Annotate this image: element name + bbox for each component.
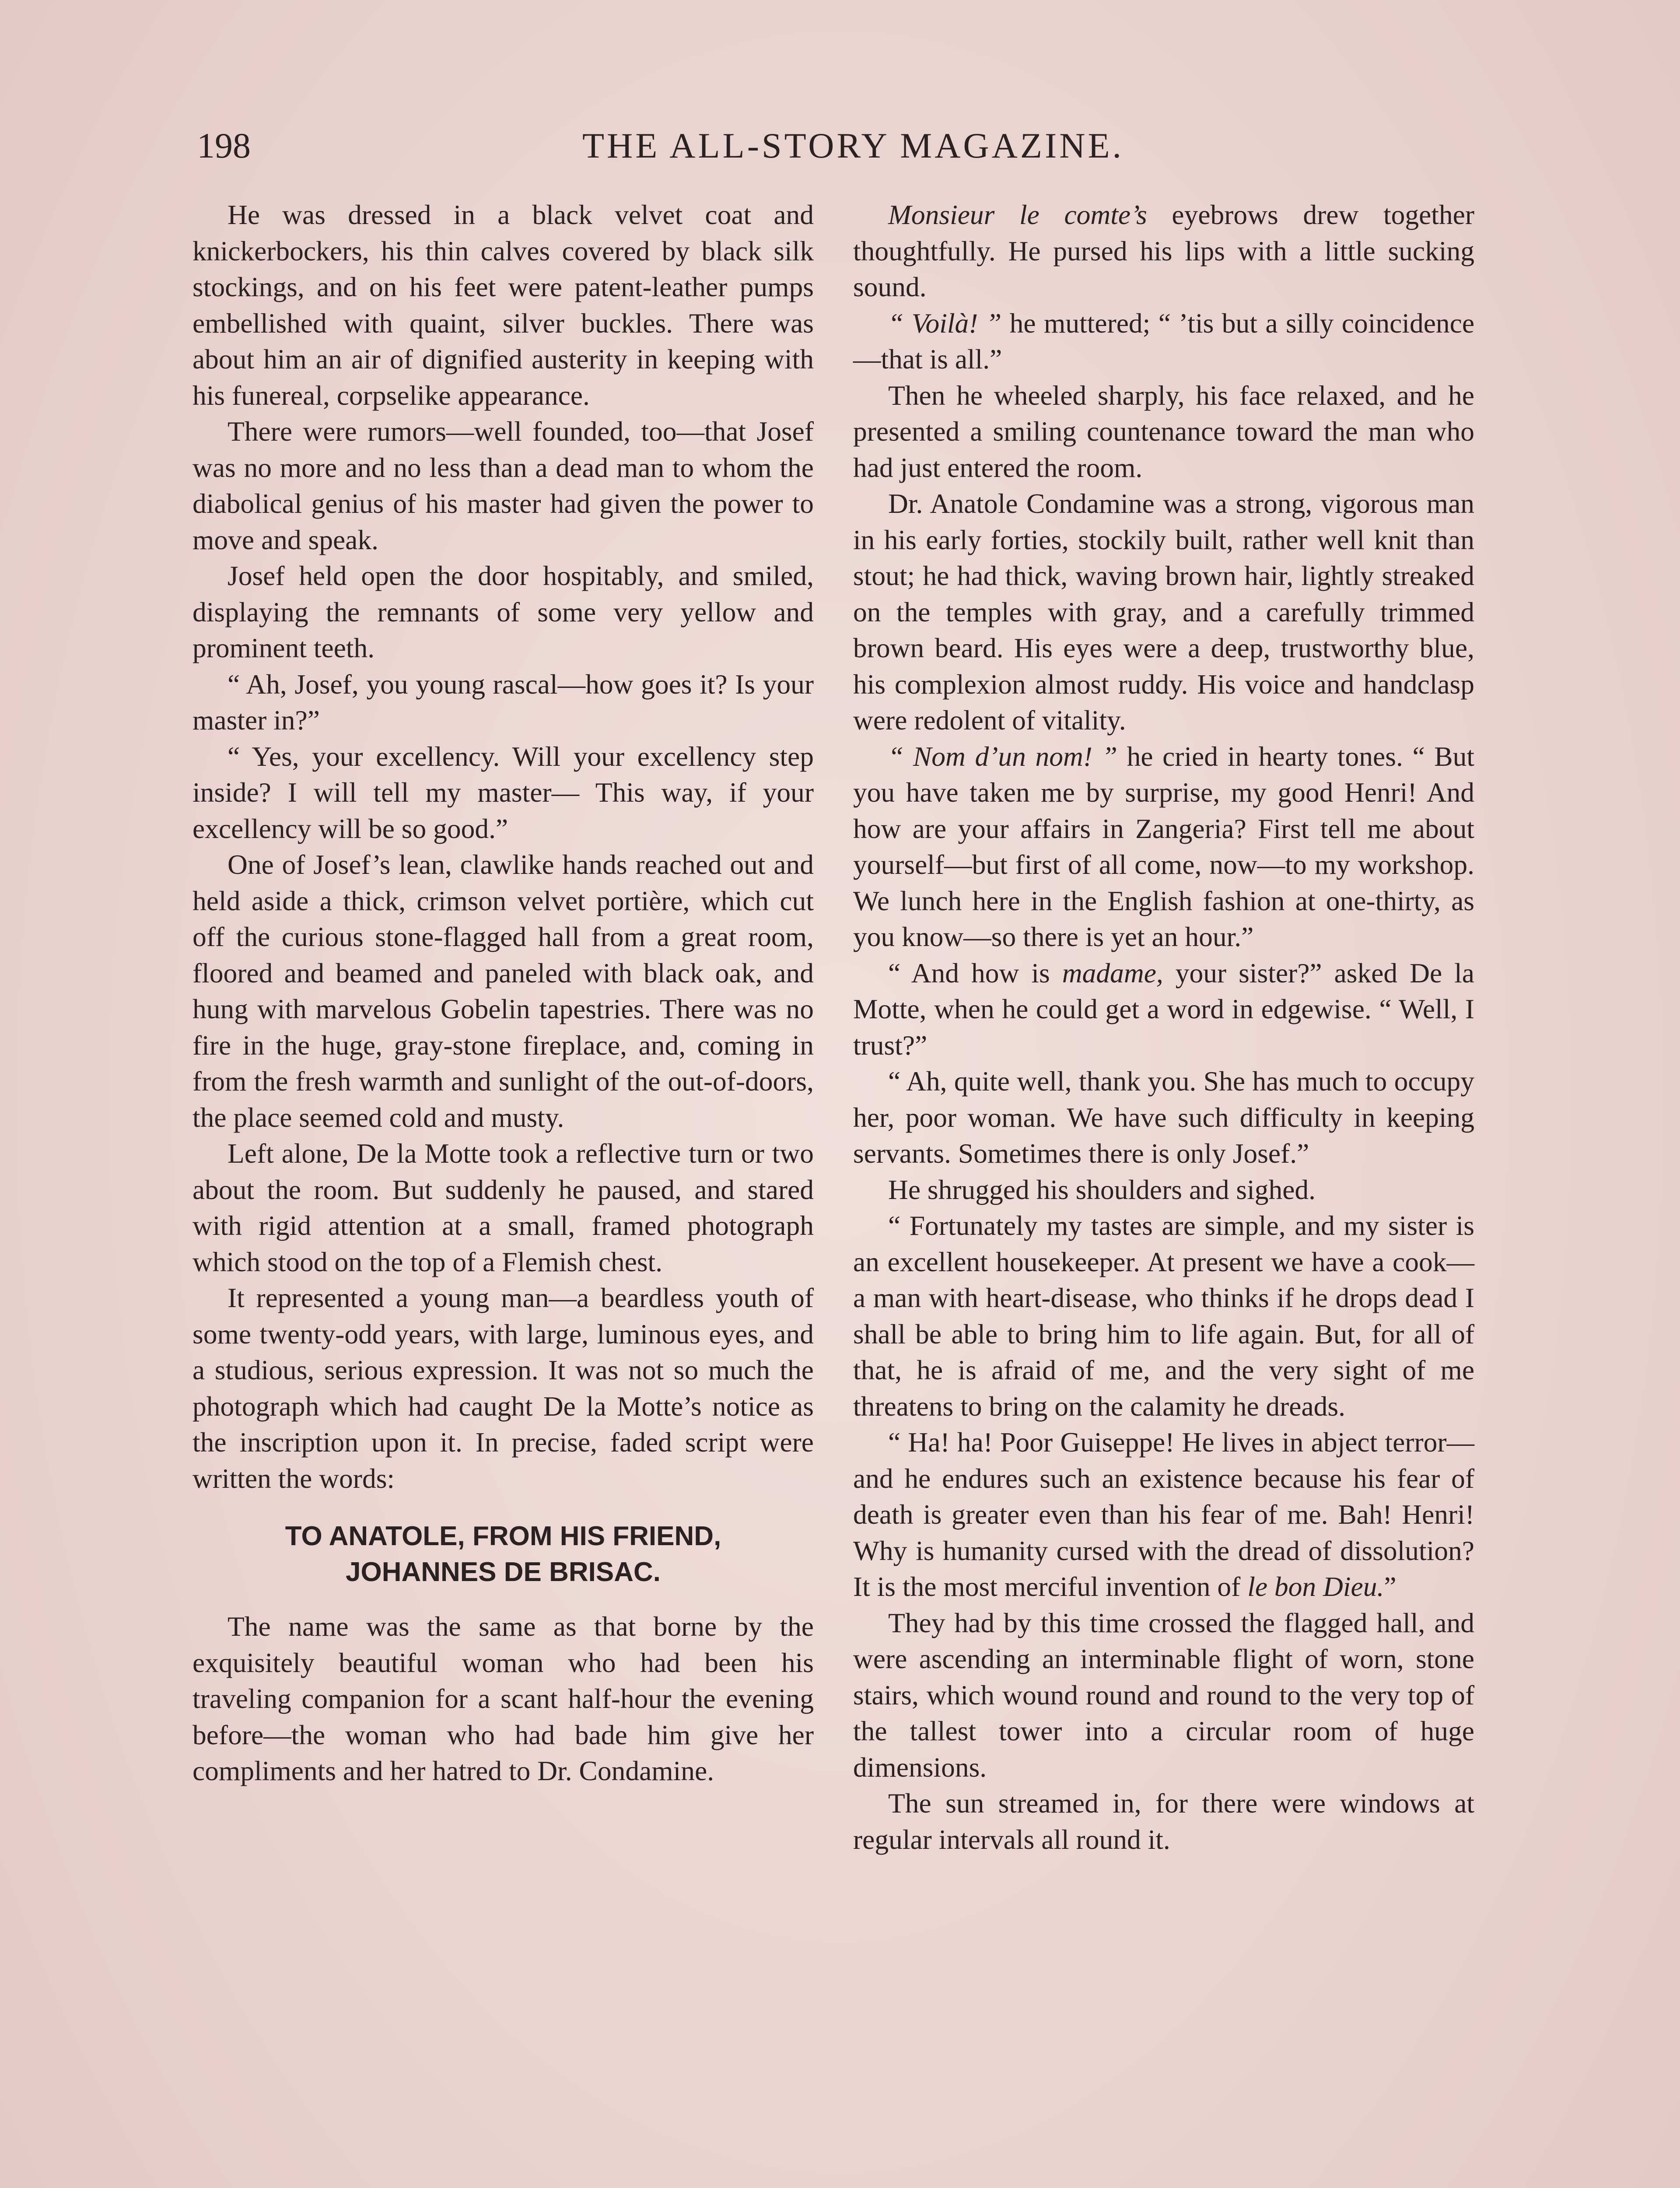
italic-text: le bon Dieu. (1247, 1571, 1384, 1602)
paragraph (853, 305, 1474, 378)
italic-text: madame, (1062, 957, 1163, 989)
paragraph-text: he muttered; “ ’tis but a silly coincidence—that is all.” (853, 307, 1475, 375)
paragraph-text: your sister?” asked De la Motte, when he could get a word in edgewise. “ Well, I trust?” (853, 957, 1474, 1061)
paragraph: They had by this time crossed the flagged hall, and were ascending an interminable flight of worn, stone stairs, which wound round and round to the very top of the tallest tower into a circular room of huge dimensions. (853, 1607, 1474, 1783)
paragraph: Left alone, De la Motte took a reflective turn or two about the room. But suddenly he paused, and stared with rigid attention at a small, framed photograph which stood on the top of a Flemish chest. (192, 1138, 814, 1277)
paragraph: He shrugged his shoulders and sighed. (888, 1174, 1316, 1205)
paragraph: The sun streamed in, for there were windows at regular intervals all round it. (853, 1788, 1474, 1855)
paragraph: It represented a young man—a beardless youth of some twenty-odd years, with large, luminous eyes, and a studious, serious expression. It was not so much the photograph which had caught De la Motte’s notice as the inscription upon it. In precise, faded script were written the words: (192, 1282, 814, 1494)
paragraph (853, 955, 1474, 1064)
paragraph-text: he cried in hearty tones. “ But you have taken me by surprise, my good Henri! And how are your affairs in Zangeria? First tell me about yourself—but first of all come, now—to my workshop. We lunch here in the English fashion at one-thirty, as you know—so there is yet an hour.” (853, 740, 1474, 952)
paragraph (853, 739, 1474, 955)
photo-inscription (192, 1518, 814, 1590)
left-column (192, 197, 814, 1789)
paragraph: “ Ah, Josef, you young rascal—how goes it? Is your master in?” (192, 668, 814, 736)
paragraph: There were rumors—well founded, too—that Josef was no more and no less than a dead man to whom the diabolical genius of his master had given the power to move and speak. (192, 416, 814, 555)
paragraph: Josef held open the door hospitably, and smiled, displaying the remnants of some very yellow and prominent teeth. (192, 560, 814, 663)
inscription-line: TO ANATOLE, FROM HIS FRIEND, (285, 1521, 721, 1551)
paragraph-text: ” (1384, 1571, 1396, 1602)
paragraph: He was dressed in a black velvet coat and knickerbockers, his thin calves covered by black silk stockings, and on his feet were patent-leather pumps embellished with quaint, silver buckles. There was about him an air of dignified austerity in keeping with his funereal, corpselike appearance. (192, 199, 814, 411)
paragraph: One of Josef’s lean, clawlike hands reached out and held aside a thick, crimson velvet portière, which cut off the curious stone-flagged hall from a great room, floored and beamed and paneled with black oak, and hung with marvelous Gobelin tapestries. There was no fire in the huge, gray-stone fireplace, and, coming in from the fresh warmth and sunlight of the out-of-doors, the place seemed cold and musty. (192, 849, 814, 1133)
inscription-line: JOHANNES DE BRISAC. (346, 1557, 661, 1587)
paragraph (853, 197, 1474, 305)
paragraph (853, 1424, 1474, 1605)
italic-text: Monsieur le comte’s (888, 199, 1147, 230)
italic-text: “ Nom d’un nom! ” (888, 740, 1117, 772)
paragraph: “ Ah, quite well, thank you. She has much to occupy her, poor woman. We have such difficulty in keeping servants. Sometimes there is only Josef.” (853, 1066, 1474, 1169)
paragraph: Dr. Anatole Condamine was a strong, vigorous man in his early forties, stockily built, rather well knit than stout; he had thick, waving brown hair, lightly streaked on the temples with gray, and a carefully trimmed brown beard. His eyes were a deep, trustworthy blue, his complexion almost ruddy. His voice and handclasp were redolent of vitality. (853, 488, 1474, 736)
right-column (853, 197, 1474, 1858)
paragraph: “ Yes, your excellency. Will your excellency step inside? I will tell my master— This way, if your excellency will be so good.” (192, 740, 814, 844)
paragraph: “ Fortunately my tastes are simple, and my sister is an excellent housekeeper. At present we have a cook—a man with heart-disease, who thinks if he drops dead I shall be able to bring him to life again. But, for all of that, he is afraid of me, and the very sight of me threatens to bring on the calamity he dreads. (853, 1210, 1474, 1422)
page-number: 198 (197, 126, 251, 165)
paragraph: Then he wheeled sharply, his face relaxed, and he presented a smiling countenance toward the man who had just entered the room. (853, 379, 1474, 483)
paragraph-text: eyebrows drew together thoughtfully. He pursed his lips with a little sucking sound. (853, 199, 1474, 302)
paragraph-text: “ Ha! ha! Poor Guiseppe! He lives in abject terror—and he endures such an existence because his fear of death is greater even than his fear of me. Bah! Henri! Why is humanity cursed with the dread of dissolution? It is the most merciful invention of (853, 1427, 1474, 1602)
paragraph: The name was the same as that borne by the exquisitely beautiful woman who had been his traveling companion for a scant half-hour the evening before—the woman who had bade him give her compliments and her hatred to Dr. Condamine. (192, 1611, 814, 1786)
page-header (197, 122, 1509, 170)
paragraph-text: “ And how is (888, 957, 1062, 989)
italic-text: “ Voilà! ” (888, 307, 1002, 339)
magazine-title: THE ALL-STORY MAGAZINE. (582, 126, 1124, 165)
